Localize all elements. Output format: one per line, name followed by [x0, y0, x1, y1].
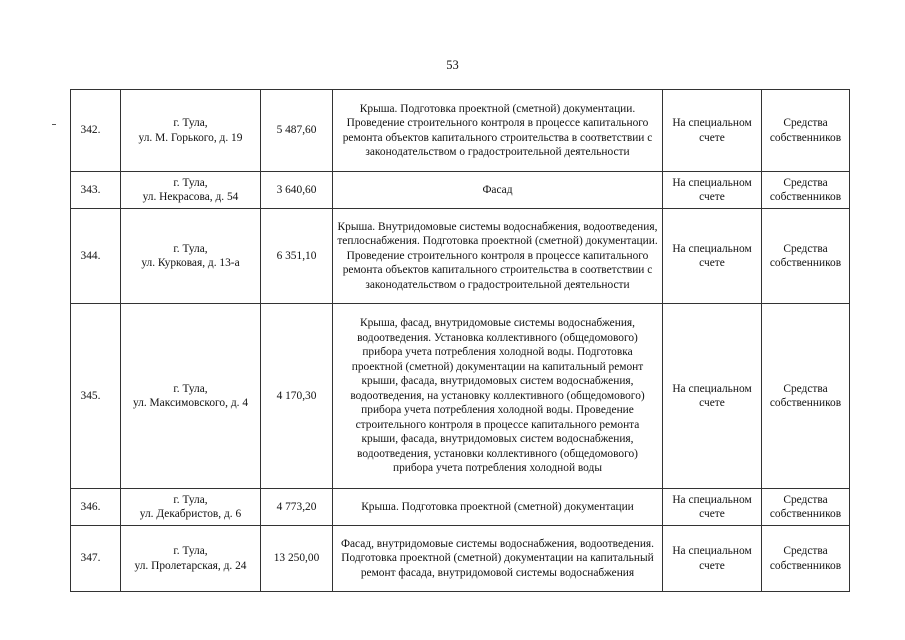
address-city: г. Тула,	[173, 382, 208, 395]
funding-source-cell: Средства собственников	[762, 304, 850, 489]
account-type-cell: На специальном счете	[663, 172, 762, 209]
table-row	[71, 526, 850, 592]
work-description-cell: Фасад, внутридомовые системы водоснабжения, водоотведения. Подготовка проектной (сметной) документации на капитальный ремонт фасада, внутридомовой системы водоснабжения	[333, 526, 663, 592]
cost-cell: 4 773,20	[261, 489, 333, 526]
cost-cell: 13 250,00	[261, 526, 333, 592]
table-row	[71, 90, 850, 172]
work-description-cell: Крыша. Подготовка проектной (сметной) документации. Проведение строительного контроля в процессе капитального ремонта объектов капитального строительства в соответствии с законодательством о градостроительной деятельности	[333, 90, 663, 172]
funding-source-cell: Средства собственников	[762, 489, 850, 526]
account-type-cell: На специальном счете	[663, 90, 762, 172]
work-description-cell: Фасад	[333, 172, 663, 209]
address-cell	[121, 172, 261, 209]
row-number: 342.	[71, 90, 121, 172]
table-row	[71, 304, 850, 489]
address-city: г. Тула,	[173, 176, 208, 189]
address-city: г. Тула,	[173, 242, 208, 255]
work-description-cell: Крыша. Подготовка проектной (сметной) документации	[333, 489, 663, 526]
address-cell	[121, 526, 261, 592]
account-type-cell: На специальном счете	[663, 526, 762, 592]
row-number: 346.	[71, 489, 121, 526]
address-street: ул. Некрасова, д. 54	[142, 191, 239, 203]
funding-source-cell: Средства собственников	[762, 209, 850, 304]
address-street: ул. Максимовского, д. 4	[132, 397, 249, 409]
funding-source-cell: Средства собственников	[762, 526, 850, 592]
margin-mark	[52, 124, 56, 125]
work-description-cell: Крыша, фасад, внутридомовые системы водоснабжения, водоотведения. Установка коллективного (общедомового) прибора учета потребления холодной воды. Подготовка проектной (сметной) документации на капитальный ремонт крыши, фасада, внутридомовых систем водоснабжения, водоотведения, на установку коллективного (общедомового) прибора учета потребления холодной воды. Проведение строительного контроля в процессе капитального ремонта крыши, фасада, внутридомовых систем водоснабжения, водоотведения, установки коллективного (общедомового) прибора учета потребления холодной воды	[333, 304, 663, 489]
address-street: ул. Декабристов, д. 6	[139, 508, 242, 520]
row-number: 345.	[71, 304, 121, 489]
cost-cell: 4 170,30	[261, 304, 333, 489]
row-number: 344.	[71, 209, 121, 304]
row-number: 343.	[71, 172, 121, 209]
funding-source-cell: Средства собственников	[762, 90, 850, 172]
address-city: г. Тула,	[173, 545, 208, 557]
address-street: ул. Пролетарская, д. 24	[134, 559, 247, 572]
cost-cell: 6 351,10	[261, 209, 333, 304]
account-type-cell: На специальном счете	[663, 489, 762, 526]
table-row	[71, 489, 850, 526]
account-type-cell: На специальном счете	[663, 209, 762, 304]
address-street: ул. М. Горького, д. 19	[138, 131, 243, 144]
address-street: ул. Курковая, д. 13-а	[141, 257, 240, 269]
address-cell	[121, 90, 261, 172]
work-description-cell: Крыша. Внутридомовые системы водоснабжения, водоотведения, теплоснабжения. Подготовка проектной (сметной) документации. Проведение строительного контроля в процессе капитального ремонта объектов капитального строительства в соответствии с законодательством о градостроительной деятельности	[333, 209, 663, 304]
address-cell	[121, 304, 261, 489]
cost-cell: 3 640,60	[261, 172, 333, 209]
repair-program-table	[70, 89, 850, 592]
address-cell	[121, 209, 261, 304]
address-cell	[121, 489, 261, 526]
table-row	[71, 172, 850, 209]
page-number: 53	[446, 58, 459, 72]
funding-source-cell: Средства собственников	[762, 172, 850, 209]
table-row	[71, 209, 850, 304]
row-number: 347.	[71, 526, 121, 592]
cost-cell: 5 487,60	[261, 90, 333, 172]
address-city: г. Тула,	[173, 117, 208, 129]
account-type-cell: На специальном счете	[663, 304, 762, 489]
address-city: г. Тула,	[173, 493, 208, 506]
